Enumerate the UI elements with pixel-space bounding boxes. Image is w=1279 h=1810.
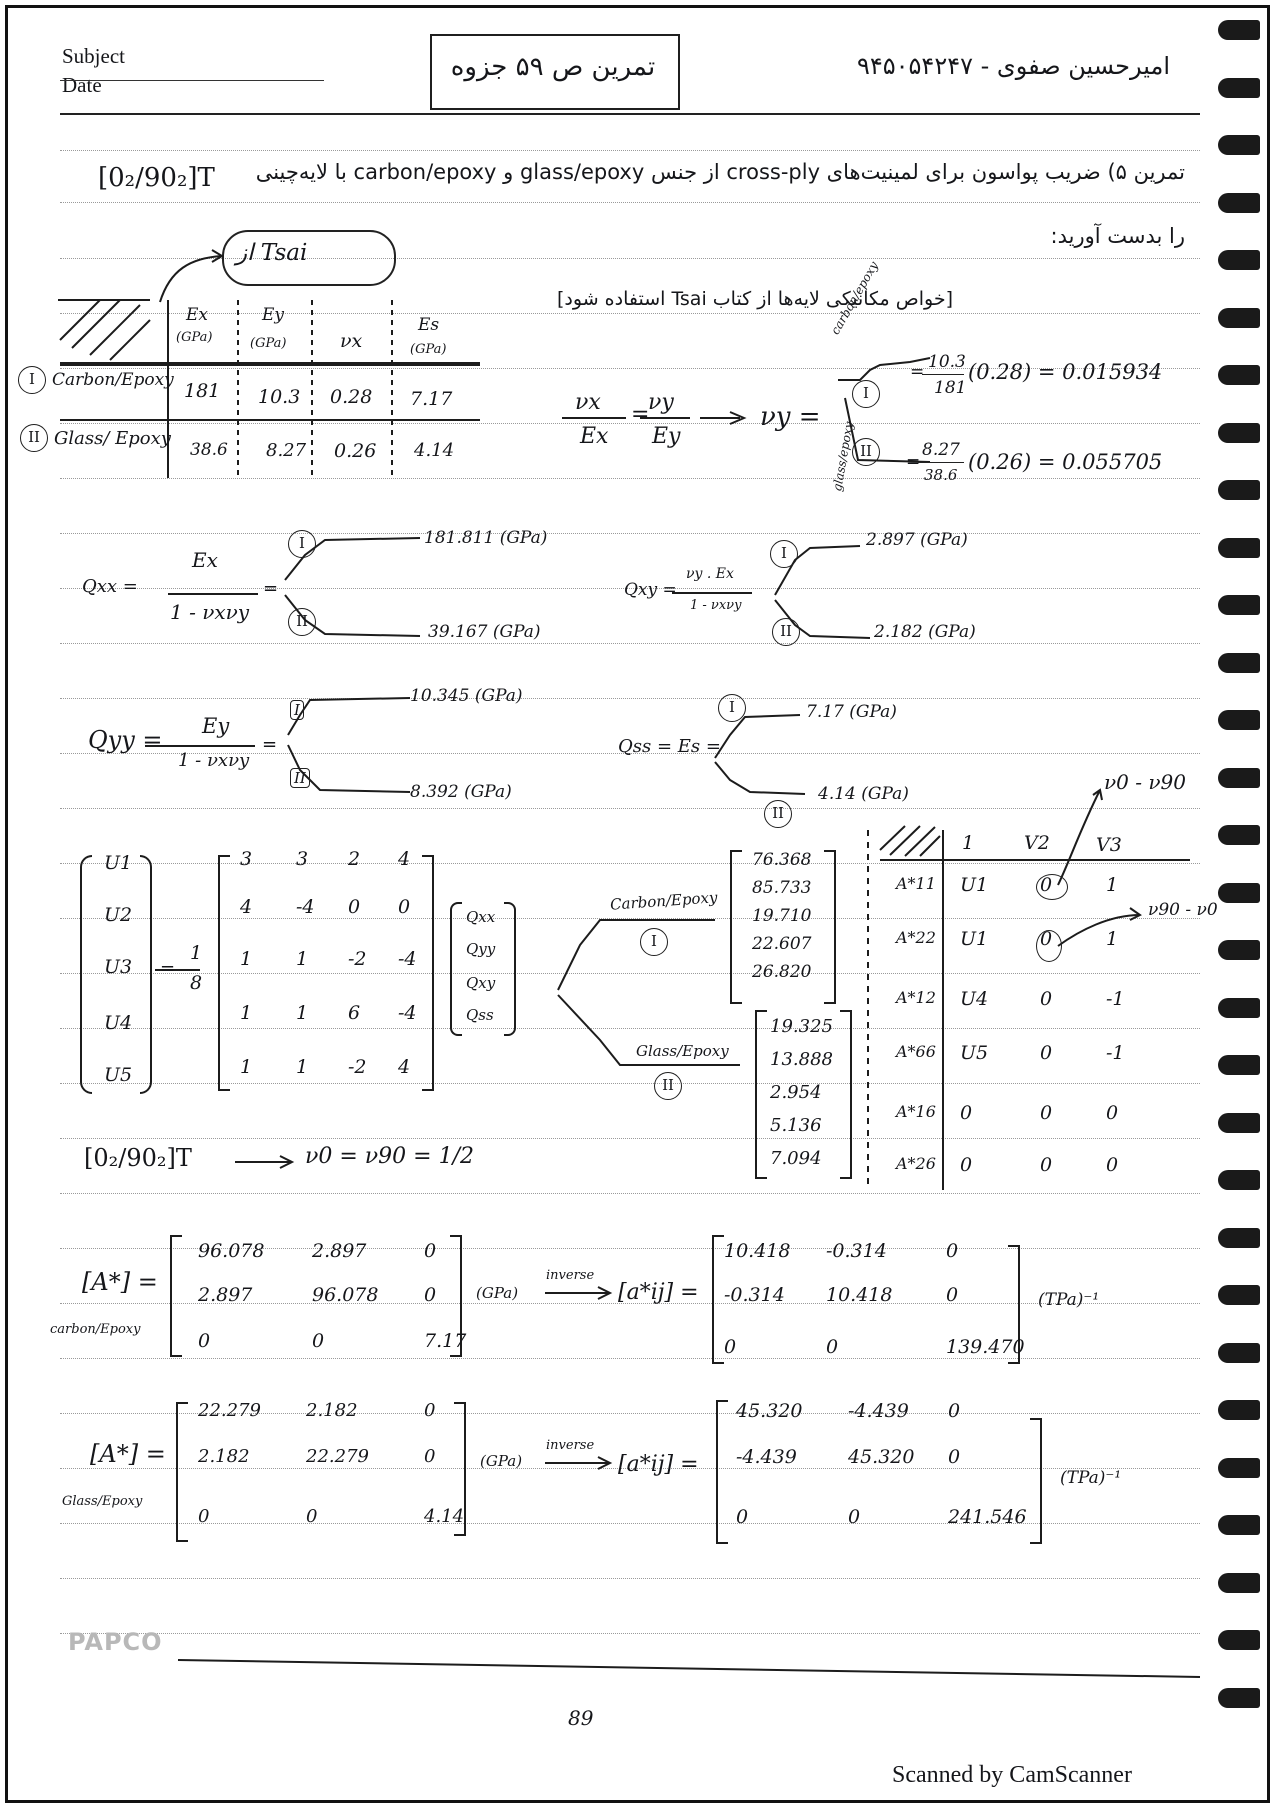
u1: U1 [104,852,133,874]
coeff-label: A*26 [896,1154,936,1173]
matrix-cell: 0 [198,1330,211,1352]
matrix-cell: 10.418 [826,1284,893,1306]
qxy-II: II [772,618,800,646]
carbon-I: I [640,928,668,956]
matrix-cell: 7.17 [424,1330,467,1352]
u5: U5 [104,1064,133,1086]
matrix-cell: 3 [296,848,309,870]
eqII-rest: (0.26) = 0.055705 [968,450,1163,474]
matrix-cell: -4 [296,896,315,918]
coeff-cell: 0 [1040,874,1053,896]
matrix-cell: 0 [736,1506,749,1528]
col-ex: Ex [186,305,208,325]
A-symbol-glass: [A*] = [90,1440,166,1468]
col-ex-unit: (GPa) [176,330,213,345]
ct-h-2: V3 [1096,834,1122,856]
coeff-cell: U4 [960,988,989,1010]
matrix-cell: 1 [296,948,309,970]
coeff-label: A*22 [896,928,936,947]
carbon-a-unit: (TPa)⁻¹ [1038,1290,1100,1310]
coeff-cell: 0 [960,1102,973,1124]
u2: U2 [104,904,133,926]
matrix-cell: 0 [312,1330,325,1352]
eqII-top: 8.27 [922,440,960,460]
layup-result-left: [0₂/90₂]T [84,1144,192,1172]
cell: 181 [184,380,221,402]
matrix-cell: 4.14 [424,1506,465,1527]
qyy-I-val: 10.345 (GPa) [410,686,523,706]
matrix-cell: 0 [826,1336,839,1358]
qxx-label: Qxx = [82,576,138,597]
matrix-cell: -4 [398,1002,417,1024]
qxx-I: I [288,530,316,558]
matrix-cell: 1 [240,948,253,970]
qyy-den: 1 - νxνy [178,750,250,771]
qxx-II: II [288,608,316,636]
eqI-rest: (0.28) = 0.015934 [968,360,1163,384]
u3: U3 [104,956,133,978]
matrix-cell: 1 [296,1056,309,1078]
qss-label: Qss = Es = [618,736,721,757]
qxy-num: νy . Ex [686,566,734,582]
book-note: [خواص مکانیکی لایه‌ها از کتاب Tsai استفاده شود] [557,288,953,310]
matrix-cell: 0 [946,1284,959,1306]
matrix-cell: -4.439 [736,1446,797,1468]
coeff-cell: 0 [1040,1102,1053,1124]
coeff-cell: U1 [960,928,989,950]
matrix-cell: 0 [946,1240,959,1262]
qxx-II-val: 39.167 (GPa) [428,622,541,642]
eqI-bot: 181 [934,378,967,398]
student-id: امیرحسین صفوی - ۹۴۵۰۵۴۲۴۷ [856,52,1170,80]
matrix-cell: -4 [398,948,417,970]
matrix-cell: 45.320 [736,1400,803,1422]
glass-A-unit: (GPa) [480,1452,523,1470]
exercise-text: تمرین ۵) ضریب پواسون برای لمینیت‌های cross-ply از جنس glass/epoxy و carbon/epoxy با لایه‌چینی [255,160,1185,184]
qyy-I: I [290,700,304,720]
matrix-cell: 0 [424,1446,436,1467]
cell: 10.3 [258,386,301,408]
qxy-I-val: 2.897 (GPa) [866,530,968,550]
qss-II: II [764,800,792,828]
coeff-cell: 0 [1040,1042,1053,1064]
eqI-top: 10.3 [928,352,966,372]
page-number: 89 [568,1706,594,1730]
matrix-cell: 2.897 [198,1284,253,1306]
col-es: Es [418,315,440,335]
ct-h-1: V2 [1024,832,1050,854]
factor-bot: 8 [190,972,203,994]
coeff-cell: 0 [1106,1102,1119,1124]
row-id-II: II [20,424,48,452]
rel-ey: Ey [652,424,681,449]
glass-a-unit: (TPa)⁻¹ [1060,1468,1122,1488]
matrix-cell: 45.320 [848,1446,915,1468]
matrix-cell: 0 [424,1400,436,1421]
matrix-cell: 1 [240,1056,253,1078]
row-name-glass: Glass/ Epoxy [54,428,171,449]
carbon-u-value: 26.820 [752,962,812,982]
qxy-I: I [770,540,798,568]
nuy-eq: νy = [760,402,821,432]
matrix-cell: 2.182 [306,1400,358,1421]
matrix-cell: -0.314 [724,1284,785,1306]
date-label: Date [62,73,102,97]
matrix-cell: 4 [398,848,411,870]
cell: 38.6 [190,440,228,460]
qss-II-val: 4.14 (GPa) [818,784,909,804]
matrix-cell: 2.182 [198,1446,250,1467]
matrix-cell: 0 [948,1400,961,1422]
qxx-num: Ex [192,548,218,572]
subject-label: Subject [62,44,125,68]
cell: 0.26 [334,440,377,462]
matrix-cell: 0 [848,1506,861,1528]
eqII-bot: 38.6 [924,466,958,484]
factor-top: 1 [190,942,203,964]
qss-I: I [718,694,746,722]
scanner-watermark: Scanned by CamScanner [892,1762,1132,1788]
branch-carbon: carbon/epoxy [828,259,882,337]
matrix-cell: 2.897 [312,1240,367,1262]
coeff-cell: 0 [1040,928,1053,950]
glass-II: II [654,1072,682,1100]
carbon-inverse: inverse [546,1268,595,1283]
matrix-cell: 0 [724,1336,737,1358]
col-ey: Ey [262,305,285,325]
matrix-cell: -4.439 [848,1400,909,1422]
rel-eq: = [631,402,650,427]
coeff-cell: -1 [1106,988,1125,1010]
glass-u-value: 13.888 [770,1049,833,1070]
exercise-text-2: را بدست آورید: [1050,224,1185,248]
matrix-cell: 0 [424,1284,437,1306]
u4: U4 [104,1012,133,1034]
matrix-cell: 6 [348,1002,361,1024]
coeff-cell: 0 [960,1154,973,1176]
matrix-cell: 241.546 [948,1506,1027,1528]
col-es-unit: (GPa) [410,342,447,357]
qxx-I-val: 181.811 (GPa) [424,528,548,548]
glass-a-label: Glass/Epoxy [62,1494,143,1509]
matrix-cell: 0 [424,1240,437,1262]
a-symbol-carbon: [a*ij] = [618,1280,699,1305]
qyy-num: Ey [202,714,230,738]
matrix-cell: 0 [348,896,361,918]
matrix-cell: 0 [198,1506,210,1527]
matrix-cell: -2 [348,1056,367,1078]
carbon-a-label: carbon/Epoxy [50,1322,141,1337]
rel-nux: νx [575,390,601,415]
q-vec-0: Qxx [466,908,496,926]
layup-spec: [0₂/90₂]T [98,163,215,193]
matrix-cell: 0 [306,1506,318,1527]
qss-I-val: 7.17 (GPa) [806,702,897,722]
coeff-label: A*11 [896,874,936,893]
col-vx: νx [340,330,363,352]
matrix-cell: 1 [240,1002,253,1024]
matrix-cell: 22.279 [306,1446,369,1467]
glass-u-value: 5.136 [770,1115,822,1136]
papco-logo: PAPCO [68,1628,163,1656]
carbon-u-value: 19.710 [752,906,812,926]
coeff-cell: U5 [960,1042,989,1064]
matrix-cell: -2 [348,948,367,970]
row-id-I: I [18,366,46,394]
q-vec-2: Qxy [466,974,496,992]
matrix-cell: 10.418 [724,1240,791,1262]
carbon-label: Carbon/Epoxy [609,888,718,914]
coeff-cell: 1 [1106,928,1119,950]
matrix-cell: 4 [398,1056,411,1078]
qyy-II-val: 8.392 (GPa) [410,782,512,802]
cell: 8.27 [266,440,307,461]
coeff-label: A*12 [896,988,936,1007]
matrix-cell: -0.314 [826,1240,887,1262]
coeff-label: A*16 [896,1102,936,1121]
matrix-cell: 22.279 [198,1400,261,1421]
coeff-cell: 0 [1106,1154,1119,1176]
qyy-label: Qyy = [88,726,163,754]
cell: 4.14 [414,440,455,461]
qxx-den: 1 - νxνy [170,600,250,624]
matrix-cell: 1 [296,1002,309,1024]
matrix-cell: 3 [240,848,253,870]
glass-label: Glass/Epoxy [636,1042,729,1060]
carbon-A-unit: (GPa) [476,1284,519,1302]
branch-glass: glass/epoxy [830,420,857,493]
carbon-u-value: 76.368 [752,850,812,870]
coeff-label: A*66 [896,1042,936,1061]
matrix-cell: 96.078 [198,1240,265,1262]
coeff-cell: 1 [1106,874,1119,896]
poisson-II: II [852,438,880,466]
glass-inverse: inverse [546,1438,595,1453]
glass-u-value: 19.325 [770,1016,833,1037]
qyy-II: II [290,768,310,788]
coeff-cell: 0 [1040,1154,1053,1176]
matrix-cell: 0 [948,1446,961,1468]
layup-result-right: ν0 = ν90 = 1/2 [305,1144,474,1169]
q-vec-1: Qyy [466,940,496,958]
coeff-cell: 0 [1040,988,1053,1010]
col-ey-unit: (GPa) [250,336,287,351]
q-vec-3: Qss [466,1006,494,1024]
A-symbol-carbon: [A*] = [82,1268,158,1296]
matrix-cell: 2 [348,848,361,870]
coeff-cell: U1 [960,874,989,896]
carbon-u-value: 22.607 [752,934,812,954]
page-title: تمرین ص ۵۹ جزوه [450,52,656,82]
qxy-label: Qxy = [624,580,677,600]
poisson-I: I [852,380,880,408]
rel-ex: Ex [580,424,609,449]
cell: 0.28 [330,386,373,408]
qxy-II-val: 2.182 (GPa) [874,622,976,642]
ct-h-0: 1 [962,832,975,854]
carbon-u-value: 85.733 [752,878,812,898]
row-name-carbon: Carbon/Epoxy [52,370,174,390]
qxy-den: 1 - νxνy [690,598,742,613]
matrix-cell: 0 [398,896,411,918]
note-side: ν90 - ν0 [1148,900,1218,920]
cell: 7.17 [410,388,453,410]
matrix-cell: 139.470 [946,1336,1025,1358]
glass-u-value: 7.094 [770,1148,822,1169]
coeff-cell: -1 [1106,1042,1125,1064]
note-top: ν0 - ν90 [1104,770,1186,794]
a-symbol-glass: [a*ij] = [618,1452,699,1477]
matrix-cell: 96.078 [312,1284,379,1306]
matrix-cell: 4 [240,896,253,918]
rel-nuy: νy [648,390,674,415]
glass-u-value: 2.954 [770,1082,822,1103]
cloud-note-text: از Tsai [236,240,308,266]
